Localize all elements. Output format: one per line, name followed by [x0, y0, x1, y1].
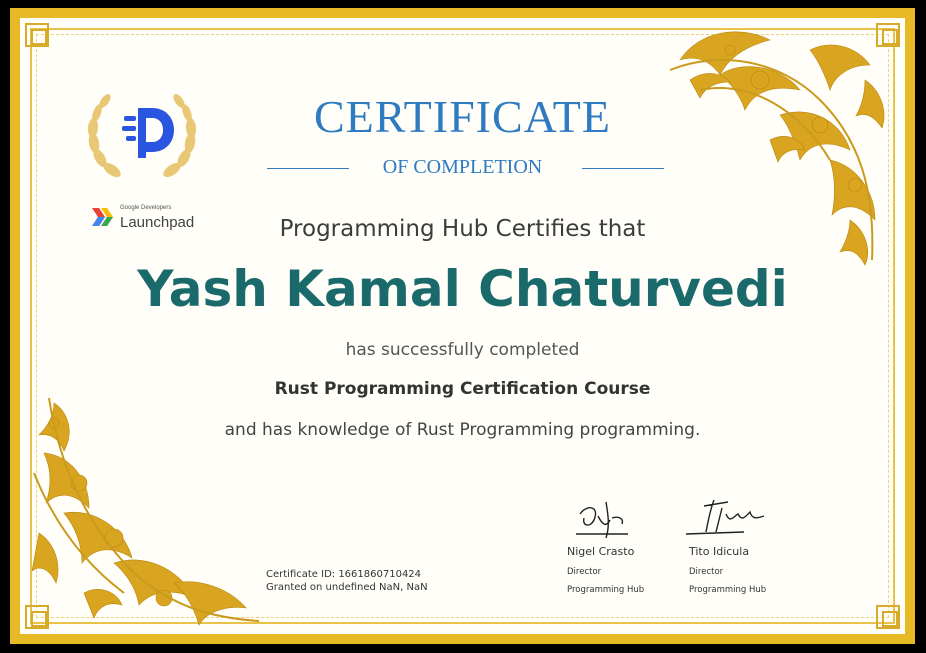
recipient-name: Yash Kamal Chaturvedi — [137, 260, 788, 318]
certificate-subtitle: OF COMPLETION — [382, 156, 543, 178]
certificate-id: Certificate ID: 1661860710424 — [266, 569, 422, 580]
certificate-title: CERTIFICATE — [313, 91, 612, 142]
partner-line2: Launchpad — [120, 214, 195, 231]
signatory-2 — [689, 545, 766, 595]
corner-square-top-left — [25, 23, 49, 47]
partner-line1: Google Developers — [120, 205, 172, 211]
signatory-2-role: Director — [689, 567, 724, 577]
signature-tito-idicula — [684, 494, 774, 540]
signatory-1-name: Nigel Crasto — [567, 545, 635, 558]
certifies-text: Programming Hub Certifies that — [279, 216, 646, 242]
knowledge-text: and has knowledge of Rust Programming programming. — [224, 420, 701, 440]
signatory-2-org: Programming Hub — [689, 585, 767, 595]
corner-square-bottom-right — [876, 605, 900, 629]
course-name: Rust Programming Certification Course — [274, 379, 651, 399]
signatory-1 — [567, 545, 644, 595]
granted-date: Granted on undefined NaN, NaN — [266, 582, 428, 593]
completed-text: has successfully completed — [345, 340, 580, 360]
certificate — [10, 8, 915, 644]
signatory-1-role: Director — [567, 567, 602, 577]
signatory-2-name: Tito Idicula — [689, 545, 750, 558]
signatory-1-org: Programming Hub — [567, 585, 645, 595]
signature-nigel-crasto — [572, 496, 632, 540]
